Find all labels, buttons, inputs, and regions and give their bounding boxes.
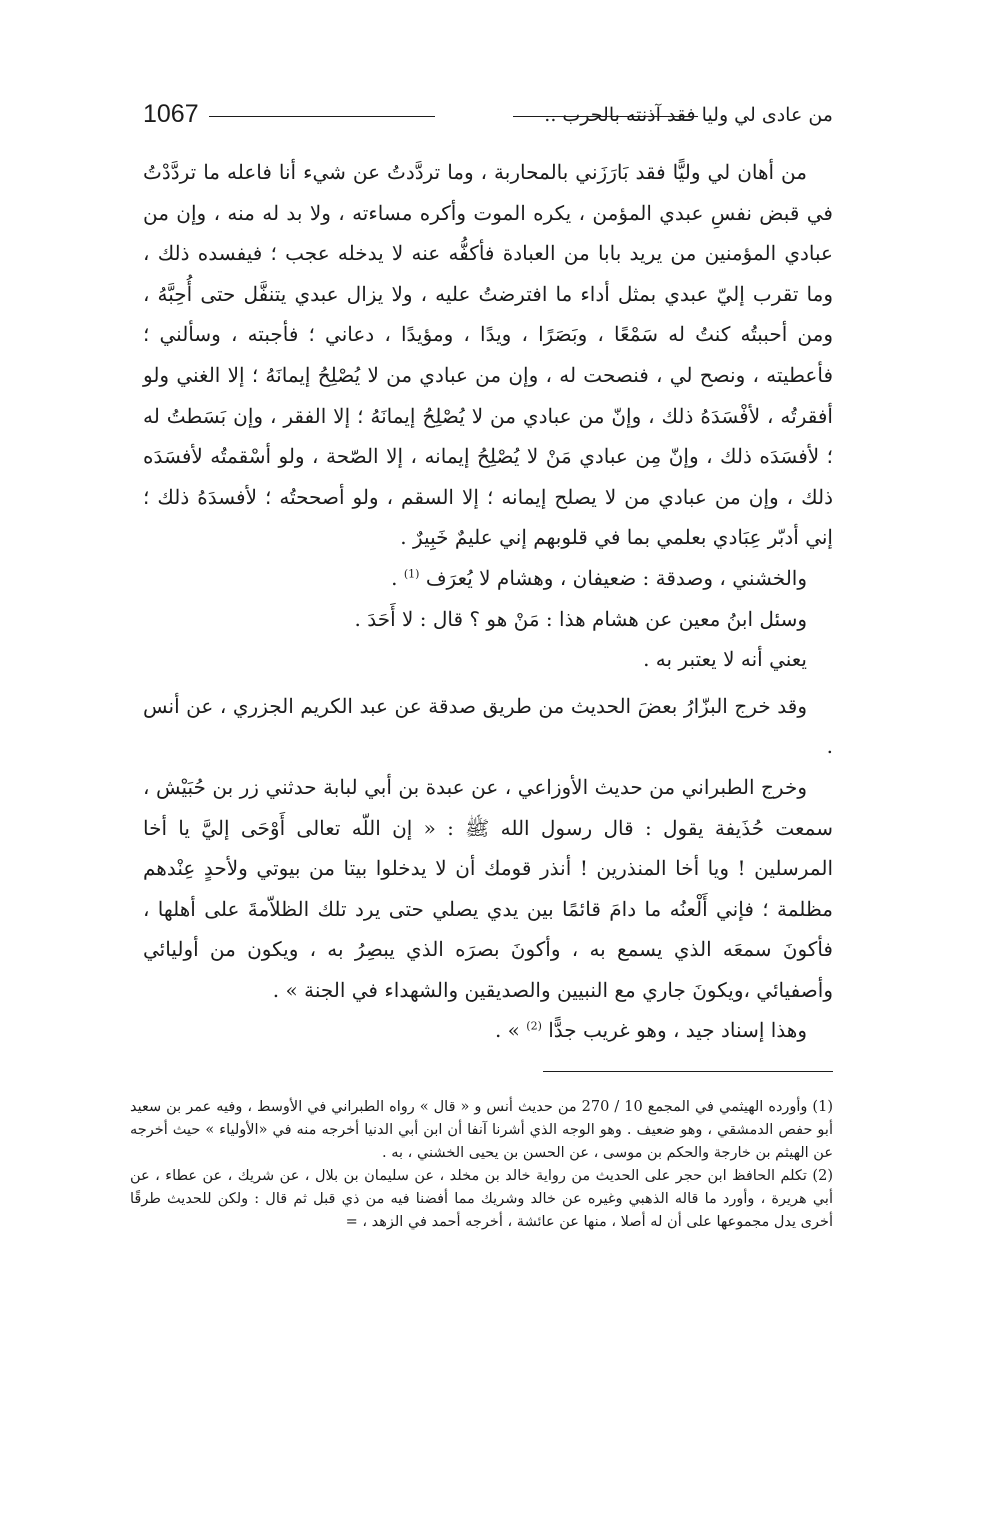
running-title-text: من عادى لي وليا فقد آذنته بالحرب [562, 104, 833, 126]
running-title [538, 100, 833, 130]
paragraph-narrator-grading [143, 558, 833, 599]
paragraph-hadith-text: من أهان لي وليًّا فقد بَارَزَني بالمحاربة ، وما تردَّدتُ عن شيء أنا فاعله ما تردَّدْتُ في قبض نفسِ عبدي المؤمن ، يكره الموت وأكره مساءته ، ولا بد له منه ، وإن من عبادي المؤمنين من يريد بابا من العبادة فأكفُّه عنه لا يدخله عجب ؛ فيفسده ذلك ، وما تقرب إليّ عبدي بمثل أداء ما افترضتُ عليه ، ولا يزال عبدي يتنفَّل حتى أُحِبَّهُ ، ومن أحببتُه كنتُ له سَمْعًا ، وبَصَرًا ، ويدًا ، ومؤيدًا ، دعاني ؛ فأجبته ، وسألني ؛ فأعطيته ، ونصح لي ، فنصحت له ، وإن من عبادي من لا يُصْلِحُ إيمانَهُ ؛ إلا الغني ولو أفقرتُه ، لأفْسَدَهُ ذلك ، وإنّ من عبادي من لا يُصْلِحُ إيمانَهُ ؛ إلا الفقر ، وإن بَسَطتُ له ؛ لأفسَدَه ذلك ، وإنّ مِن عبادي مَنْ لا يُصْلِحُ إيمانه ، إلا الصّحة ، ولو أسْقمتُه لأفسَدَه ذلك ، وإن من عبادي من لا يصلح إيمانه ؛ إلا السقم ، ولو أصححتُه ؛ لأفسدَهُ ذلك ؛ إني أدبّر عِبَادي بعلمي بما في قلوبهم إني عليمٌ خَبِيرٌ . [143, 160, 833, 550]
footnote-2: (2) تكلم الحافظ ابن حجر على الحديث من رواية خالد بن مخلد ، عن سليمان بن بلال ، عن شريك ، عن عطاء ، عن أبي هريرة ، وأورد ما قاله الذهبي وغيره عن خالد وشريك مما أفضنا فيه من ذي قبل ثم قال : ولكن للحديث طرقًا أخرى يدل مجموعها على أن له أصلا ، منها عن عائشة ، أخرجه أحمد في الزهد ، = [130, 1168, 833, 1230]
paragraph-bazzar: وقد خرج البزّارُ بعضَ الحديث من طريق صدقة عن عبد الكريم الجزري ، عن أنس . [143, 693, 833, 759]
page-number: 1067 [143, 100, 199, 128]
footnote-ref-1: (1) [403, 567, 420, 581]
running-title-ellipsis: .. [544, 104, 557, 126]
footnote-ref-2: (2) [526, 1019, 542, 1033]
main-text [143, 152, 833, 1051]
paragraph-tabarani: وخرج الطبراني من حديث الأوزاعي ، عن عبدة بن أبي لبابة حدثني زر بن حُبَيْش ، سمعت حُذَيفة يقول : قال رسول الله ﷺ : « إن اللّه تعالى أَوْحَى إليَّ يا أخا المرسلين ! ويا أخا المنذرين ! أنذر قومك أن لا يدخلوا بيتا من بيوتي ولأحدٍ عِنْدهم مظلمة ؛ فإني أَلْعنُه ما دامَ قائمًا بين يدي يصلي حتى يرد تلك الظلاّمةَ على أهلها ، فأكونَ سمعَه الذي يسمع به ، وأكونَ بصرَه الذي يبصِرُ به ، ويكون من أوليائي وأصفيائي ،ويكونَ جاري مع النبيين والصديقين والشهداء في الجنة » . [143, 774, 833, 1002]
header-rule-left [209, 116, 435, 117]
running-header [143, 98, 833, 138]
paragraph-meaning: يعني أنه لا يعتبر به . [643, 647, 807, 672]
paragraph-isnad-grading [143, 1010, 833, 1051]
paragraph-end-mark: . [391, 565, 404, 590]
paragraph-end-mark: » . [494, 1018, 527, 1043]
footnote-separator [543, 1071, 833, 1072]
paragraph-isnad-grading-text: وهذا إسناد جيد ، وهو غريب جدًّا [548, 1018, 807, 1043]
paragraph-ibn-maeen: وسئل ابنُ معين عن هشام هذا : مَنْ هو ؟ قال : لا أَحَدَ . [354, 606, 807, 631]
footnotes [130, 1096, 833, 1234]
paragraph-narrator-grading-text: والخشني ، وصدقة : ضعيفان ، وهشام لا يُعرَف [425, 565, 807, 590]
footnote-1: (1) وأورده الهيثمي في المجمع 10 / 270 من حديث أنس و « قال » رواه الطبراني في الأوسط ، وفيه عمر بن سعيد أبو حفص الدمشقي ، وهو ضعيف . وهو الوجه الذي أشرنا آنفا أن ابن أبي الدنيا أخرجه منه في «الأولياء » حيث أخرجه عن الهيثم بن خارجة والحكم بن موسى ، عن الحسن بن يحيى الخشني ، به . [130, 1099, 833, 1161]
